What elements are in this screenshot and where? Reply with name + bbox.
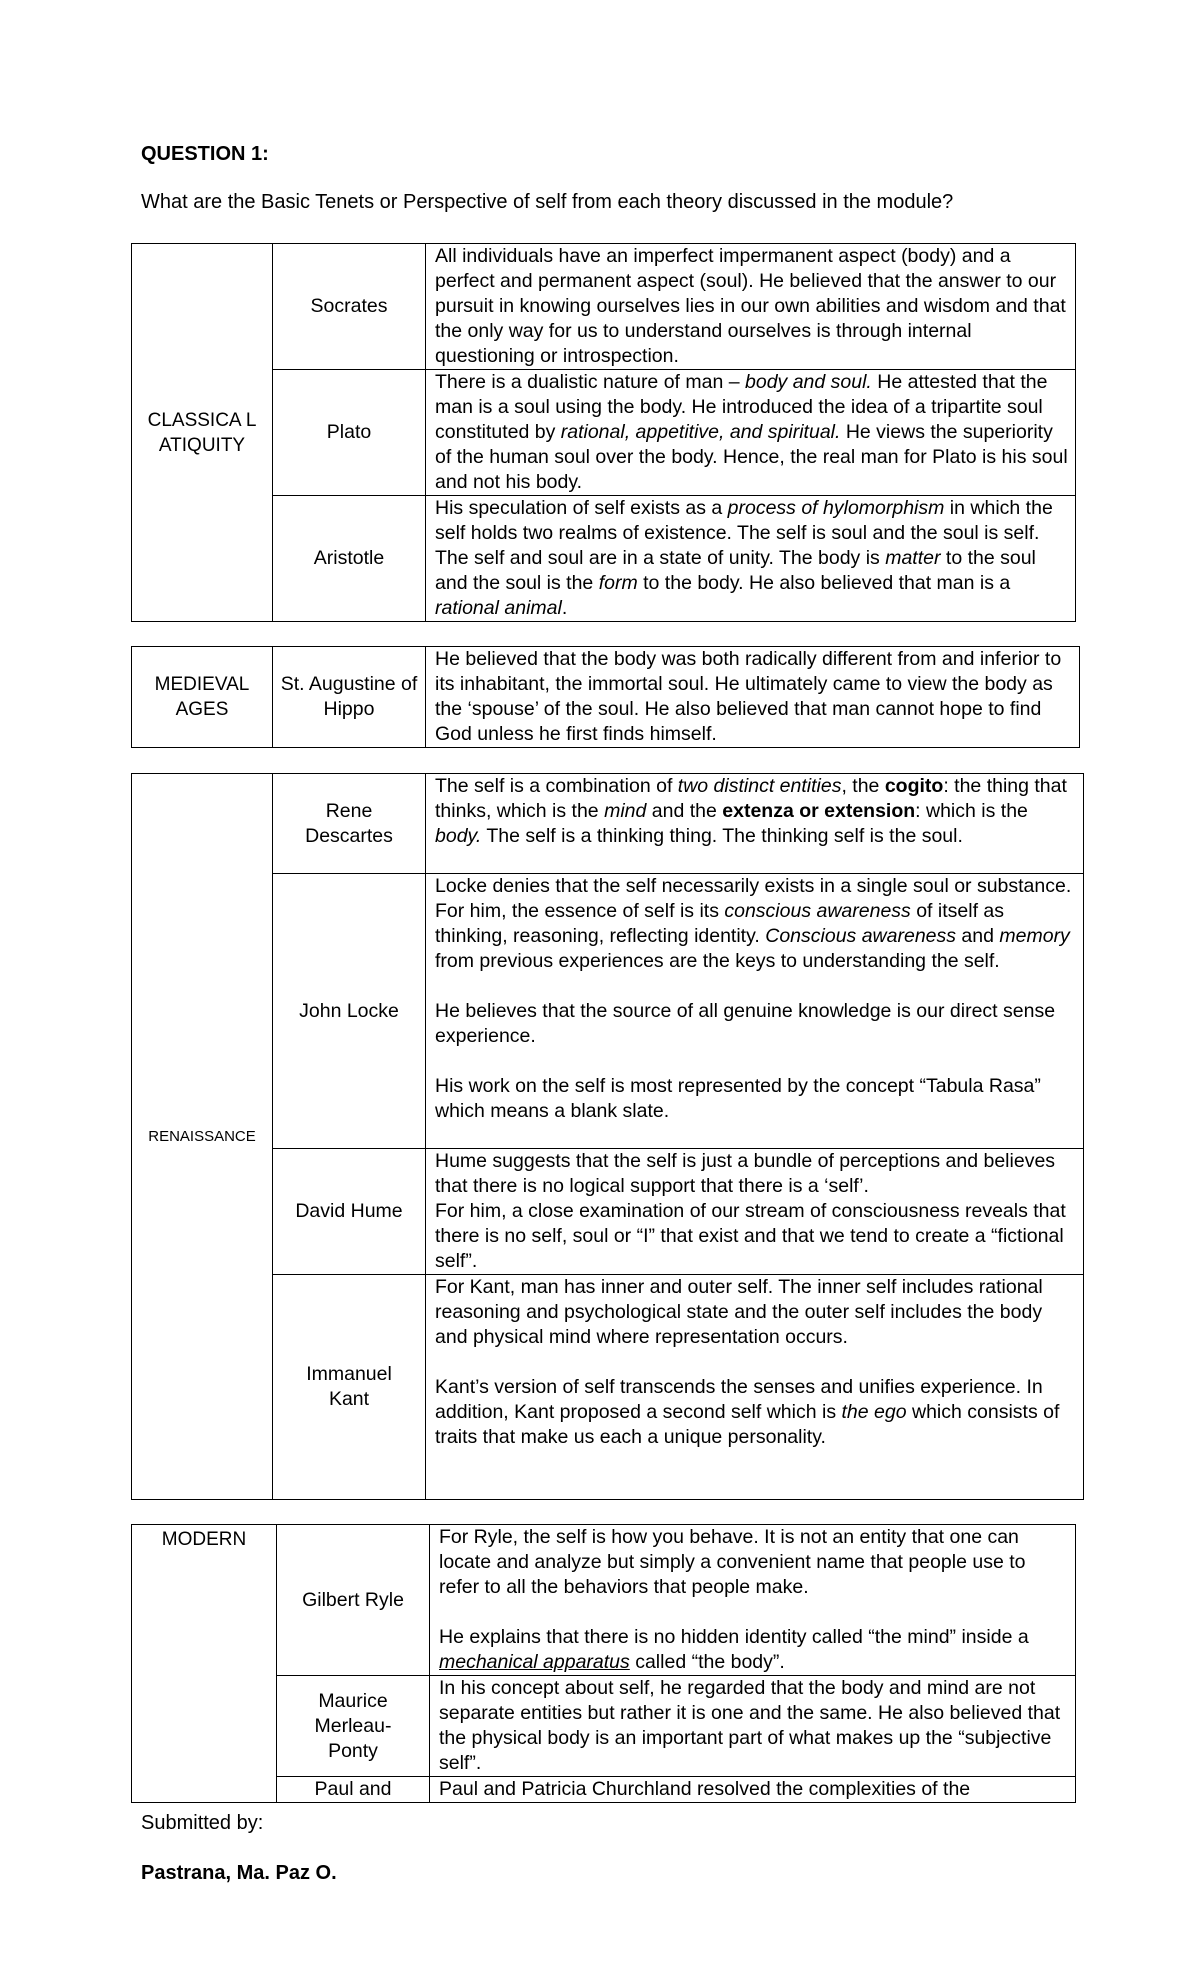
philosopher-descartes: Rene Descartes	[273, 774, 426, 874]
philosopher-merleau-ponty: Maurice Merleau-Ponty	[277, 1676, 430, 1777]
philosopher-augustine: St. Augustine of Hippo	[273, 647, 426, 748]
era-label: MEDIEVAL AGES	[154, 674, 250, 720]
renaissance-table	[131, 773, 1084, 1500]
era-medieval	[132, 647, 273, 748]
desc-hume: Hume suggests that the self is just a bundle of perceptions and believes that there is no logical support that there is a ‘self’. For him, a close examination of our stream of consciousness reveals that there is no self, soul or “I” that exist and that we tend to create a “fictional self”.	[426, 1149, 1084, 1275]
philosopher-churchland: Paul and	[277, 1777, 430, 1803]
desc-plato: There is a dualistic nature of man – body and soul. He attested that the man is a soul using the body. He introduced the idea of a tripartite soul constituted by rational, appetitive, and spiritual. He views the superiority of the human soul over the body. Hence, the real man for Plato is his soul and not his body.	[426, 370, 1076, 496]
era-label: CLASSICA L ATIQUITY	[147, 409, 257, 456]
table-row	[132, 244, 1076, 370]
desc-socrates: All individuals have an imperfect impermanent aspect (body) and a perfect and permanent aspect (soul). He believed that the answer to our pursuit in knowing ourselves lies in our own abilities and wisdom and that the only way for us to understand ourselves is through internal questioning or introspection.	[426, 244, 1076, 370]
philosopher-locke: John Locke	[273, 874, 426, 1149]
question-text: What are the Basic Tenets or Perspective of self from each theory discussed in the module?	[141, 191, 954, 213]
desc-kant: For Kant, man has inner and outer self. The inner self includes rational reasoning and psychological state and the outer self includes the body and physical mind where representation occurs. Kant’s version of self transcends the senses and unifies experience. In addition, Kant proposed a second self which is the ego which consists of traits that make us each a unique personality.	[426, 1275, 1084, 1500]
era-modern: MODERN	[132, 1525, 277, 1803]
philosopher-ryle: Gilbert Ryle	[277, 1525, 430, 1676]
desc-locke: Locke denies that the self necessarily exists in a single soul or substance. For him, the essence of self is its conscious awareness of itself as thinking, reasoning, reflecting identity. Conscious awareness and memory from previous experiences are the keys to understanding the self. He believes that the source of all genuine knowledge is our direct sense experience. His work on the self is most represented by the concept “Tabula Rasa” which means a blank slate.	[426, 874, 1084, 1149]
table-row	[132, 874, 1084, 1149]
submitted-by-label: Submitted by:	[141, 1812, 264, 1834]
philosopher-plato: Plato	[273, 370, 426, 496]
author-name: Pastrana, Ma. Paz O.	[141, 1862, 337, 1884]
desc-merleau-ponty: In his concept about self, he regarded that the body and mind are not separate entities but rather it is one and the same. He also believed that the physical body is an important part of what makes up the “subjective self”.	[430, 1676, 1076, 1777]
table-row	[132, 647, 1080, 748]
table-row	[132, 1525, 1076, 1676]
desc-ryle: For Ryle, the self is how you behave. It is not an entity that one can locate and analyze but simply a convenient name that people use to refer to all the behaviors that people make. He explains that there is no hidden identity called “the mind” inside a mechanical apparatus called “the body”.	[430, 1525, 1076, 1676]
table-row	[132, 370, 1076, 496]
question-heading: QUESTION 1:	[141, 143, 269, 165]
desc-descartes: The self is a combination of two distinct entities, the cogito: the thing that thinks, which is the mind and the extenza or extension: which is the body. The self is a thinking thing. The thinking self is the soul.	[426, 774, 1084, 874]
philosopher-kant: Immanuel Kant	[273, 1275, 426, 1500]
desc-aristotle: His speculation of self exists as a process of hylomorphism in which the self holds two realms of existence. The self is soul and the soul is self. The self and soul are in a state of unity. The body is matter to the soul and the soul is the form to the body. He also believed that man is a rational animal.	[426, 496, 1076, 622]
philosopher-socrates: Socrates	[273, 244, 426, 370]
classical-table	[131, 243, 1076, 622]
table-row	[132, 1149, 1084, 1275]
medieval-table	[131, 646, 1080, 748]
modern-table	[131, 1524, 1076, 1803]
era-renaissance: RENAISSANCE	[132, 774, 273, 1500]
table-row	[132, 1275, 1084, 1500]
table-row	[132, 774, 1084, 874]
table-row	[132, 496, 1076, 622]
philosopher-aristotle: Aristotle	[273, 496, 426, 622]
desc-augustine: He believed that the body was both radically different from and inferior to its inhabitant, the immortal soul. He ultimately came to view the body as the ‘spouse’ of the soul. He also believed that man cannot hope to find God unless he first finds himself.	[426, 647, 1080, 748]
era-classical	[132, 244, 273, 622]
philosopher-hume: David Hume	[273, 1149, 426, 1275]
desc-churchland: Paul and Patricia Churchland resolved the complexities of the	[430, 1777, 1076, 1803]
